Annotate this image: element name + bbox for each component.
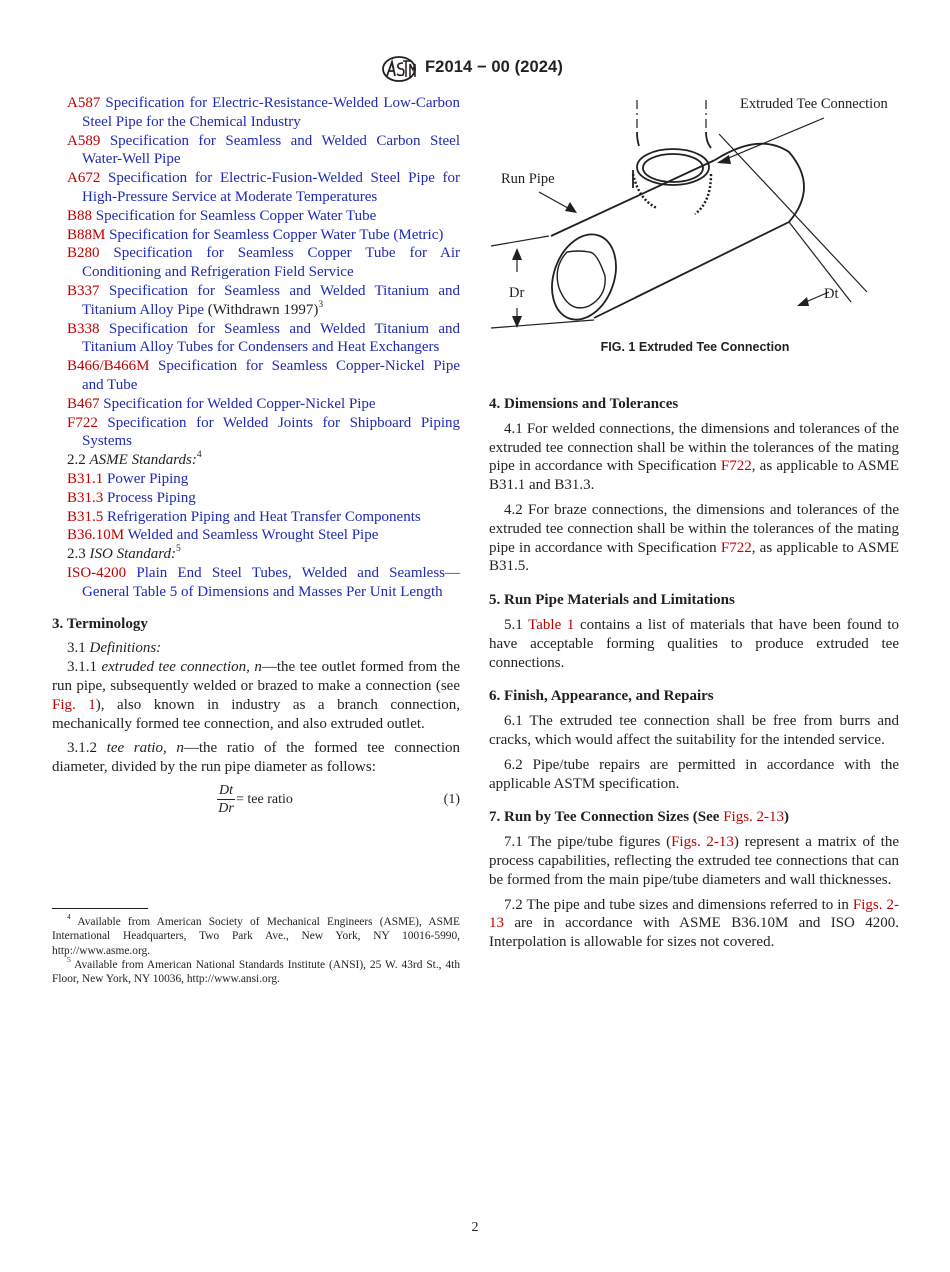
- f722-link[interactable]: F722: [720, 458, 752, 475]
- reference-code-link[interactable]: ISO-4200: [67, 564, 127, 581]
- footnotes: [52, 912, 461, 986]
- astm-logo-icon: [381, 56, 417, 82]
- section-6-heading: 6. Finish, Appearance, and Repairs: [489, 688, 714, 705]
- reference-code-link[interactable]: B467: [67, 395, 100, 412]
- para-3-1-1: 3.1.1 extruded tee connection, n—the tee outlet formed from the run pipe, subsequently welded or brazed to make a connection (see Fig. 1), also known in industry as a branch connection, mechanically formed tee connection, and also extruded outlet.: [52, 659, 460, 732]
- asme-item: [52, 526, 460, 545]
- section-5-heading: 5. Run Pipe Materials and Limitations: [489, 592, 735, 609]
- para-6-2: 6.2 Pipe/tube repairs are permitted in accordance with the applicable ASTM specification.: [489, 756, 899, 792]
- footnote-marker: 3: [318, 299, 324, 310]
- asme-item: [52, 489, 460, 508]
- para-4-1: 4.1 For welded connections, the dimensions and tolerances of the extruded tee connection shall be within the tolerances of the mating pipe in accordance with Specification F722, as applicable to ASME B31.1 and B31.3.: [489, 420, 899, 494]
- reference-code-link[interactable]: A672: [67, 170, 101, 187]
- ref-item: [52, 395, 460, 414]
- reference-title-link[interactable]: Specification for Welded Copper-Nickel Pipe: [103, 395, 376, 412]
- asme-item: [52, 470, 460, 489]
- reference-code-link[interactable]: F722: [67, 414, 98, 431]
- equation-number: (1): [443, 791, 460, 807]
- para-7-2: 7.2 The pipe and tube sizes and dimensions referred to in Figs. 2-13 are in accordance with ASME B36.10M and ISO 4200. Interpolation is allowable for sizes not covered.: [489, 896, 899, 951]
- reference-title-link[interactable]: Specification for Seamless Copper Water Tube (Metric): [109, 226, 444, 243]
- footnote-4: $^4$ Available from American Society of Mechanical Engineers (ASME), ASME International Headquarters, Two Park Ave., New York, NY 10016-5990, http://www.asme.org.: [52, 912, 461, 957]
- reference-title-link[interactable]: Specification for Electric-Resistance-Welded Low-Carbon Steel Pipe for the Chemical Industry: [82, 95, 460, 130]
- ref-item: [52, 282, 460, 320]
- document-id: F2014 − 00 (2024): [425, 58, 563, 76]
- reference-list: [52, 94, 460, 451]
- para-7-1: 7.1 The pipe/tube figures (Figs. 2-13) represent a matrix of the process capabilities, reflecting the extruded tee connections that can be formed from the main pipe/tube diameters and wall thicknesses.: [489, 834, 899, 888]
- reference-title-link[interactable]: Refrigeration Piping and Heat Transfer Components: [107, 508, 421, 525]
- reference-code-link[interactable]: B31.1: [67, 470, 104, 487]
- section-7-heading: 7. Run by Tee Connection Sizes (See Figs. 2-13): [489, 809, 790, 826]
- ref-item: [52, 226, 460, 245]
- ref-item: [52, 357, 460, 395]
- reference-code-link[interactable]: A587: [67, 95, 101, 111]
- section-4-heading: 4. Dimensions and Tolerances: [489, 396, 679, 412]
- ref-item: [52, 132, 460, 170]
- reference-code-link[interactable]: B36.10M: [67, 527, 125, 544]
- ref-item: [52, 244, 460, 282]
- reference-code-link[interactable]: B88: [67, 207, 93, 224]
- figs-2-13-link[interactable]: Figs. 2-13: [723, 809, 785, 826]
- reference-title-link[interactable]: Specification for Electric-Fusion-Welded Steel Pipe for High-Pressure Service at Moderate Temperatures: [82, 170, 460, 205]
- reference-title-link[interactable]: Specification for Seamless Copper Tube for Air Conditioning and Refrigeration Field Service: [82, 245, 461, 281]
- ref-item: [52, 169, 460, 207]
- para-6-1: 6.1 The extruded tee connection shall be free from burrs and cracks, which would affect the suitability for the intended service.: [489, 713, 899, 748]
- reference-title-link[interactable]: Specification for Seamless and Welded Carbon Steel Water-Well Pipe: [82, 132, 461, 168]
- asme-item: [52, 508, 460, 527]
- page-number: 2: [471, 1220, 479, 1235]
- reference-code-link[interactable]: B337: [67, 282, 100, 299]
- para-3-1-2: 3.1.2 tee ratio, n—the ratio of the formed tee connection diameter, divided by the run pipe diameter as follows:: [52, 740, 461, 776]
- asme-heading: 2.2 ASME Standards:$^4$: [67, 450, 202, 469]
- reference-title-link[interactable]: Power Piping: [107, 470, 189, 487]
- fig-1-link[interactable]: Fig. 1: [52, 696, 96, 713]
- ref-item: [52, 414, 460, 452]
- ref-item: [52, 94, 460, 132]
- reference-title-link[interactable]: Plain End Steel Tubes, Welded and Seamless—General Table 5 of Dimensions and Masses Per Unit Length: [82, 564, 460, 600]
- reference-code-link[interactable]: B280: [67, 245, 100, 262]
- f722-link-2[interactable]: F722: [720, 539, 752, 556]
- footnote-divider: [52, 908, 148, 909]
- figs-2-13-link-2[interactable]: Figs. 2-13: [671, 834, 734, 851]
- figure-1: [489, 92, 901, 342]
- para-5-1: 5.1 Table 1 contains a list of materials that have been found to have acceptable forming qualities to produce extruded tee connections.: [489, 616, 899, 671]
- equation-fraction: Dt Dr: [218, 782, 234, 816]
- section-3-heading: 3. Terminology: [52, 615, 148, 632]
- reference-title-link[interactable]: Process Piping: [107, 489, 196, 506]
- label-run-pipe: Run Pipe: [501, 171, 555, 187]
- extruded-tee-diagram: [489, 92, 901, 342]
- label-dr: Dr: [509, 285, 525, 301]
- reference-code-link[interactable]: B31.5: [67, 508, 104, 525]
- ref-item: [52, 320, 460, 358]
- reference-title-link[interactable]: Specification for Welded Joints for Shipboard Piping Systems: [82, 414, 461, 450]
- reference-code-link[interactable]: B466/B466M: [67, 358, 150, 375]
- reference-code-link[interactable]: B88M: [67, 226, 106, 243]
- para-4-2: 4.2 For braze connections, the dimensions and tolerances of the extruded tee connection shall be within the tolerances of the mating pipe in accordance with Specification F722, as applicable to ASME B31.5.: [489, 501, 900, 575]
- equation-1: [52, 783, 460, 823]
- ref-item: [52, 207, 460, 226]
- figure-caption: FIG. 1 Extruded Tee Connection: [600, 340, 790, 354]
- left-column: [52, 94, 460, 823]
- definitions-heading: 3.1 Definitions:: [67, 640, 162, 657]
- reference-title-link[interactable]: Welded and Seamless Wrought Steel Pipe: [127, 527, 379, 544]
- reference-note: (Withdrawn 1997): [207, 301, 319, 318]
- reference-code-link[interactable]: B31.3: [67, 489, 104, 506]
- label-dt: Dt: [824, 286, 839, 302]
- reference-title-link[interactable]: Specification for Seamless Copper Water Tube: [95, 207, 377, 224]
- asme-list: [52, 470, 460, 545]
- reference-title-link[interactable]: Specification for Seamless Copper-Nickel Pipe and Tube: [82, 358, 461, 393]
- right-column: [489, 395, 899, 952]
- figs-2-13-link-3[interactable]: Figs. 2-13: [489, 896, 899, 932]
- footnote-5: $^5$ Available from American National Standards Institute (ANSI), 25 W. 43rd St., 4th Floor, New York, NY 10036, http://www.ansi.org.: [52, 955, 461, 986]
- iso-heading: 2.3 ISO Standard:$^5$: [67, 544, 181, 563]
- reference-code-link[interactable]: B338: [67, 320, 100, 337]
- table-1-link[interactable]: Table 1: [528, 616, 575, 633]
- iso-item: [52, 564, 460, 602]
- reference-title-link[interactable]: Specification for Seamless and Welded Titanium and Titanium Alloy Tubes for Condensers and Heat Exchangers: [82, 320, 460, 356]
- label-extruded-tee: Extruded Tee Connection: [740, 96, 888, 112]
- equation-rhs: = tee ratio: [236, 791, 293, 807]
- iso-list: [52, 564, 460, 602]
- reference-code-link[interactable]: A589: [67, 132, 101, 149]
- page-header: [0, 56, 950, 82]
- reference-title-link[interactable]: Specification for Seamless and Welded Titanium and Titanium Alloy Pipe: [82, 282, 460, 318]
